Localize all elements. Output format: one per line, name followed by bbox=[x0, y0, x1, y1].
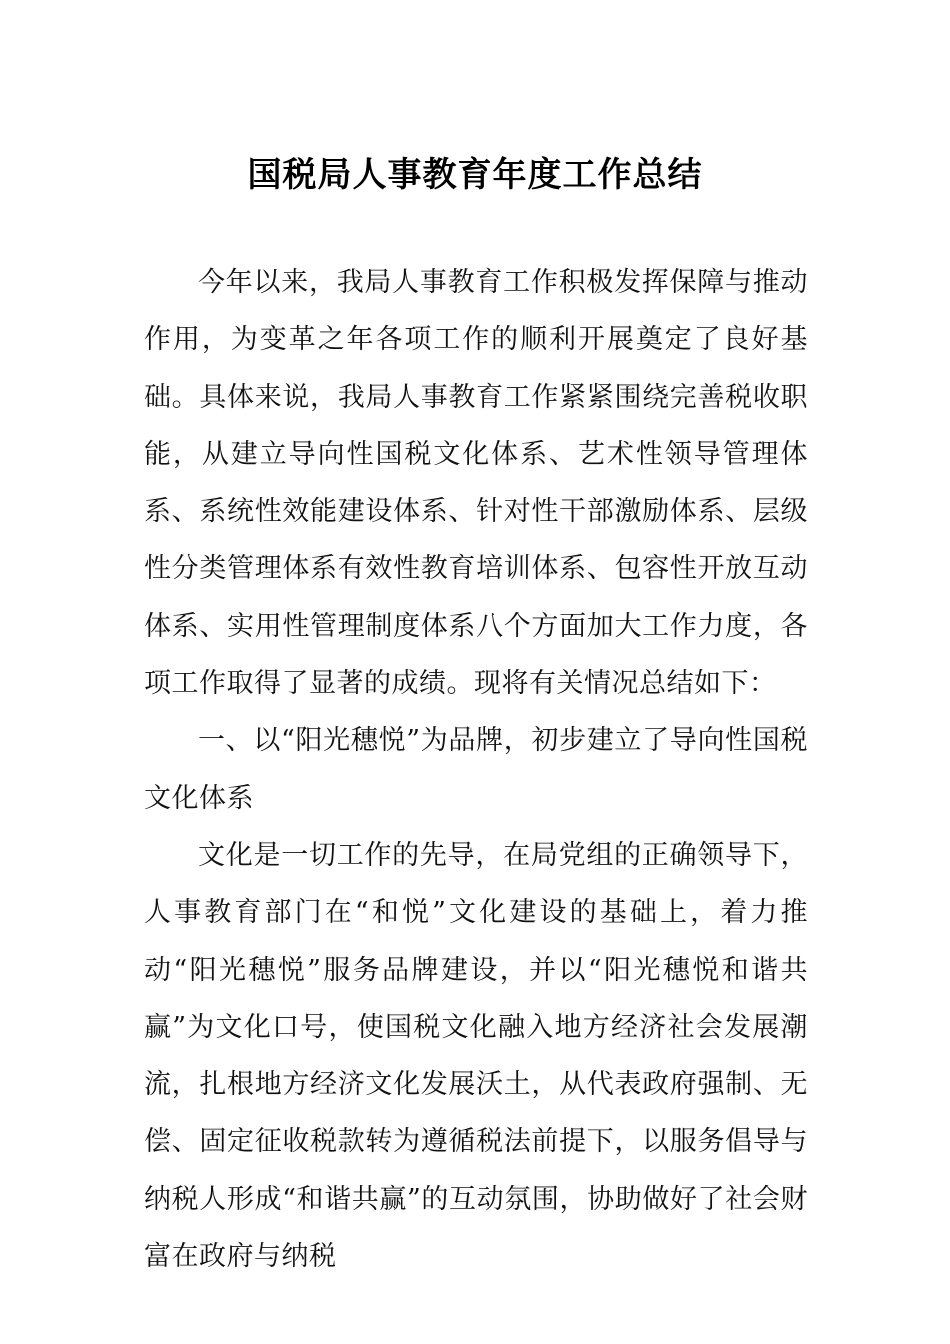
paragraph-culture: 文化是一切工作的先导，在局党组的正确领导下，人事教育部门在“和悦”文化建设的基础上，着力推动“阳光穗悦”服务品牌建设，并以“阳光穗悦和谐共赢”为文化口号，使国税文化融入地方经济社会发展潮流，扎根地方经济文化发展沃土，从代表政府强制、无偿、固定征收税款转为遵循税法前提下，以服务倡导与纳税人形成“和谐共赢”的互动氛围，协助做好了社会财富在政府与纳税 bbox=[144, 839, 808, 1273]
paragraph-intro: 今年以来，我局人事教育工作积极发挥保障与推动作用，为变革之年各项工作的顺利开展奠定了良好基础。具体来说，我局人事教育工作紧紧围绕完善税收职能，从建立导向性国税文化体系、艺术性领导管理体系、系统性效能建设体系、针对性干部激励体系、层级性分类管理体系有效性教育培训体系、包容性开放互动体系、实用性管理制度体系八个方面加大工作力度，各项工作取得了显著的成绩。现将有关情况总结如下： bbox=[144, 267, 808, 700]
section-heading-1: 一、以“阳光穗悦”为品牌，初步建立了导向性国税文化体系 bbox=[144, 725, 808, 814]
document-title: 国税局人事教育年度工作总结 bbox=[247, 154, 703, 195]
document-body bbox=[144, 254, 808, 1285]
